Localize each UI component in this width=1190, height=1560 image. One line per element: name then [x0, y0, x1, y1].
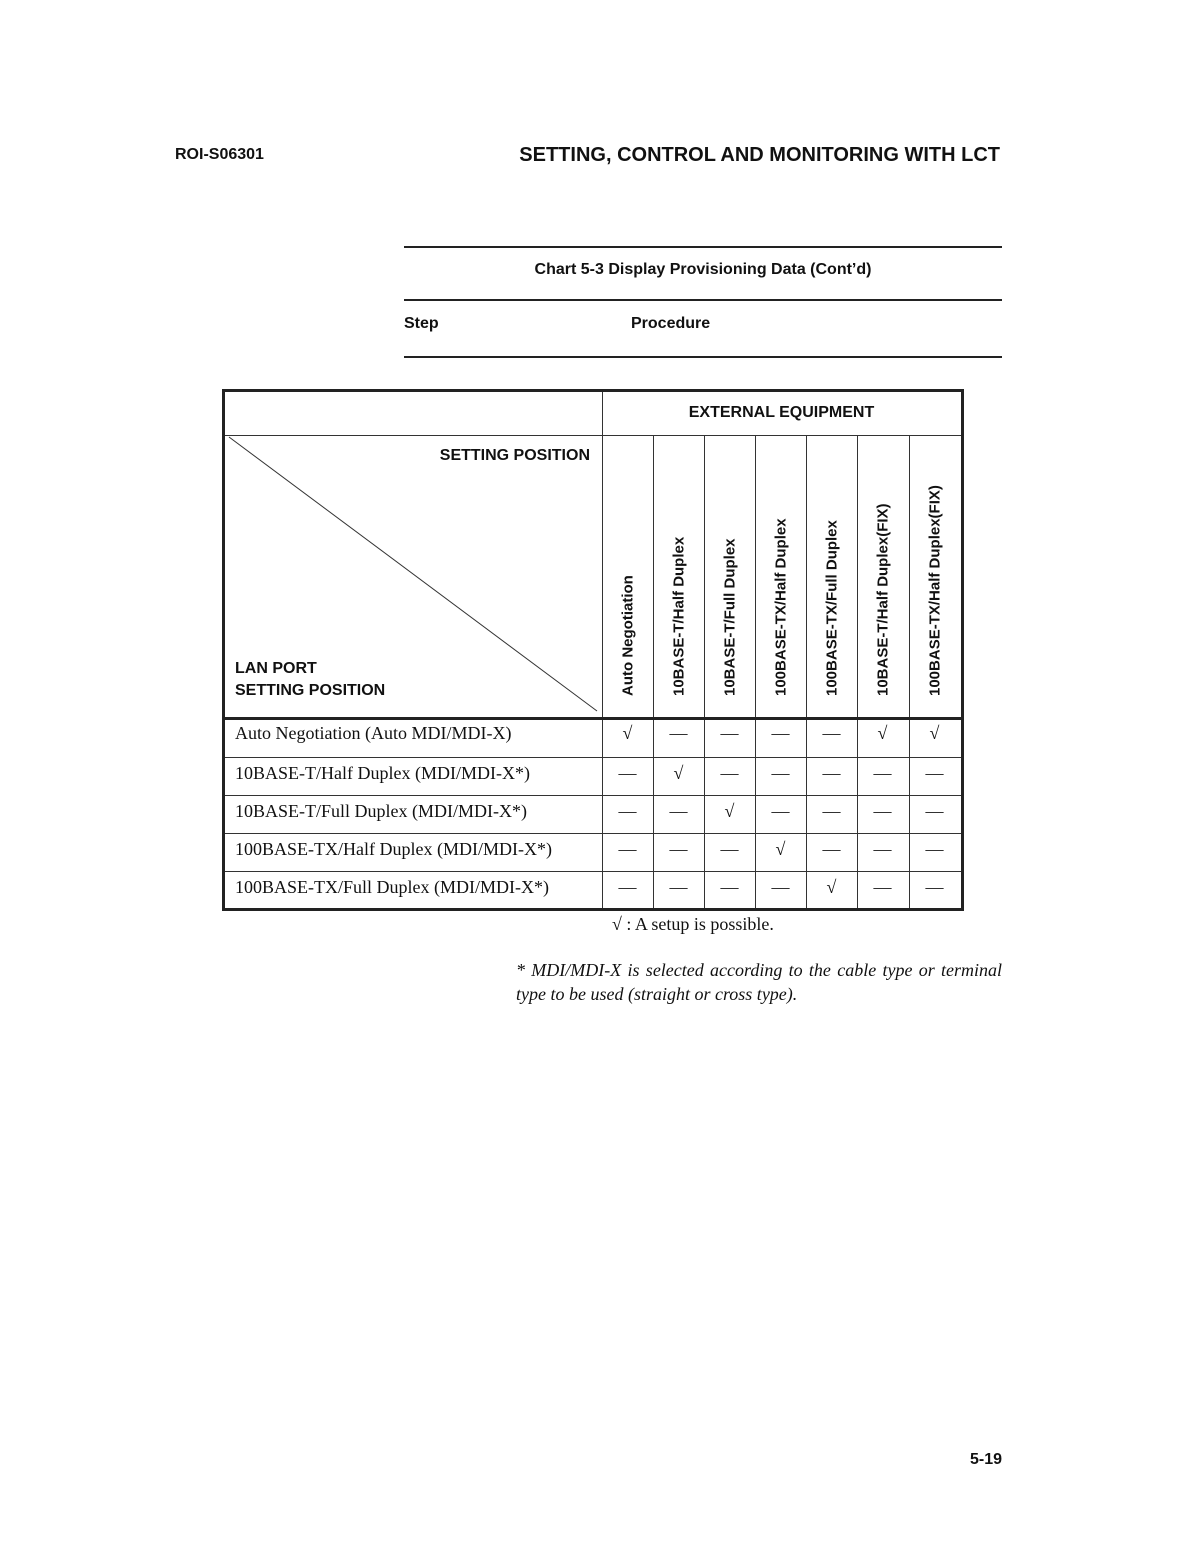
corner-top-label: SETTING POSITION — [439, 447, 590, 464]
column-header — [806, 435, 857, 719]
table-cell: — — [822, 763, 841, 783]
table-cell: — — [720, 763, 739, 783]
table-cell: — — [771, 723, 790, 743]
table-cell: — — [669, 877, 688, 897]
column-header — [857, 435, 908, 719]
page-number: 5-19 — [969, 1451, 1002, 1468]
table-cell: — — [822, 801, 841, 821]
table-cell: — — [618, 877, 637, 897]
table-cell: — — [771, 801, 790, 821]
table-cell: — — [669, 839, 688, 859]
row-label: 10BASE-T/Half Duplex (MDI/MDI-X*) — [235, 763, 530, 783]
chart-caption: Chart 5-3 Display Provisioning Data (Cont’d) — [534, 261, 872, 278]
step-column-label: Step — [404, 315, 439, 332]
table-cell: √ — [775, 839, 786, 859]
page-title: SETTING, CONTROL AND MONITORING WITH LCT — [519, 144, 1000, 166]
row-divider — [225, 871, 961, 872]
corner-bottom-label-2: SETTING POSITION — [235, 682, 386, 699]
table-cell: — — [669, 801, 688, 821]
table-cell: — — [873, 763, 892, 783]
column-header — [653, 435, 704, 719]
table-cell: √ — [826, 877, 837, 897]
table-cell: — — [720, 877, 739, 897]
caption-rule — [404, 299, 1002, 301]
table-cell: — — [618, 801, 637, 821]
column-header — [602, 435, 653, 719]
table-cell: √ — [622, 723, 633, 743]
column-header-label: 100BASE-TX/Half Duplex(FIX) — [926, 485, 943, 696]
table-cell: — — [822, 839, 841, 859]
row-label: 100BASE-TX/Full Duplex (MDI/MDI-X*) — [235, 877, 549, 897]
table-cell: — — [873, 877, 892, 897]
table-cell: — — [873, 839, 892, 859]
table-cell: — — [925, 839, 944, 859]
row-label: Auto Negotiation (Auto MDI/MDI-X) — [235, 723, 512, 743]
group-header: EXTERNAL EQUIPMENT — [688, 404, 875, 421]
table-cell: — — [618, 839, 637, 859]
corner-bottom-label-1: LAN PORT — [235, 660, 317, 677]
column-header-label: 100BASE-TX/Half Duplex — [772, 518, 789, 696]
table-cell: — — [720, 723, 739, 743]
table-cell: — — [925, 801, 944, 821]
footnote: * MDI/MDI-X is selected according to the cable type or terminal type to be used (straight or cross type). — [516, 960, 1002, 1004]
table-cell: √ — [877, 723, 888, 743]
table-cell: √ — [724, 801, 735, 821]
table-cell: √ — [929, 723, 940, 743]
column-header-label: 10BASE-T/Full Duplex — [721, 538, 738, 696]
legend-note: √ : A setup is possible. — [612, 914, 774, 934]
row-label: 100BASE-TX/Half Duplex (MDI/MDI-X*) — [235, 839, 552, 859]
row-divider — [225, 757, 961, 758]
table-cell: — — [925, 763, 944, 783]
row-divider — [225, 833, 961, 834]
column-header-label: 10BASE-T/Half Duplex(FIX) — [874, 503, 891, 696]
table-cell: √ — [673, 763, 684, 783]
column-header-label: Auto Negotiation — [619, 575, 636, 696]
row-divider — [225, 795, 961, 796]
table-cell: — — [771, 763, 790, 783]
column-header-label: 100BASE-TX/Full Duplex — [823, 520, 840, 696]
row-label: 10BASE-T/Full Duplex (MDI/MDI-X*) — [235, 801, 527, 821]
table-cell: — — [771, 877, 790, 897]
table-cell: — — [669, 723, 688, 743]
table-cell: — — [873, 801, 892, 821]
table-cell: — — [925, 877, 944, 897]
table-cell: — — [618, 763, 637, 783]
top-rule — [404, 246, 1002, 248]
table-cell: — — [720, 839, 739, 859]
header-rule — [404, 356, 1002, 358]
document-id: ROI-S06301 — [175, 146, 264, 163]
provisioning-matrix — [222, 389, 964, 911]
column-header-label: 10BASE-T/Half Duplex — [670, 536, 687, 696]
column-header — [755, 435, 806, 719]
procedure-column-label: Procedure — [631, 315, 711, 332]
table-cell: — — [822, 723, 841, 743]
column-header — [909, 435, 960, 719]
column-header — [704, 435, 755, 719]
